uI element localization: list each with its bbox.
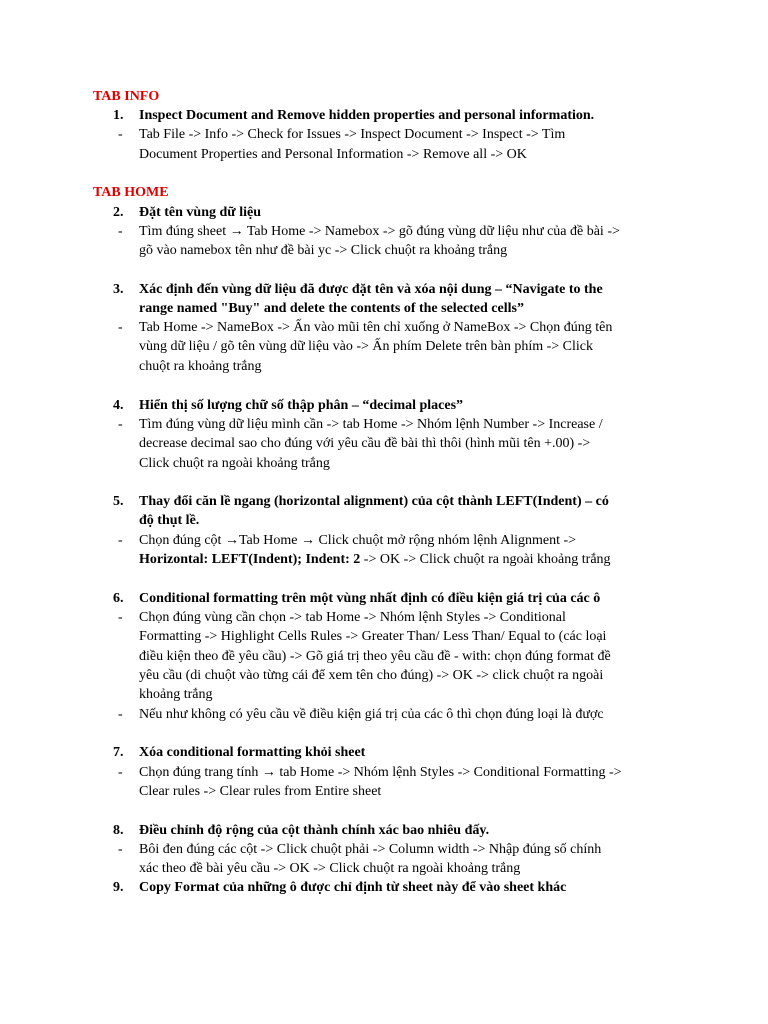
bullet-text [139, 550, 611, 569]
bullet-text: Tab Home -> NameBox -> Ấn vào mũi tên chỉ xuống ở NameBox -> Chọn đúng tên [139, 320, 613, 335]
bullet-text-part: Tìm đúng sheet [139, 224, 227, 239]
bullet-text: Clear rules -> Clear rules from Entire sheet [139, 784, 382, 799]
bullet-text: Tab File -> Info -> Check for Issues -> Inspect Document -> Inspect -> Tìm [139, 127, 566, 142]
item-number: 7. [113, 745, 124, 760]
bullet-text: gõ vào namebox tên như đề bài yc -> Click chuột ra khoảng trắng [139, 243, 508, 258]
bullet-text: Formatting -> Highlight Cells Rules -> Greater Than/ Less Than/ Equal to (các loại [139, 629, 607, 644]
bullet-marker: - [118, 320, 123, 335]
bullet-marker: - [118, 707, 123, 722]
bullet-text: điều kiện theo đề yêu cầu) -> Gõ giá trị theo yêu cầu đề - with: chọn đúng format đề [139, 649, 611, 664]
item-title: Inspect Document and Remove hidden properties and personal information. [139, 108, 595, 123]
item-title: Đặt tên vùng dữ liệu [139, 205, 261, 220]
item-title: Hiển thị số lượng chữ số thập phân – “decimal places” [139, 398, 464, 413]
bullet-marker: - [118, 417, 123, 432]
item-number: 2. [113, 205, 124, 220]
bullet-text: vùng dữ liệu / gõ tên vùng dữ liệu vào -> Ấn phím Delete trên bàn phím -> Click [139, 339, 593, 354]
item-number: 5. [113, 494, 124, 509]
bullet-text: chuột ra khoảng trắng [139, 359, 262, 374]
item-number: 6. [113, 591, 124, 606]
item-title: Thay đổi căn lề ngang (horizontal alignment) của cột thành LEFT(Indent) – có [139, 494, 609, 509]
bullet-text: Document Properties and Personal Information -> Remove all -> OK [139, 147, 527, 162]
bullet-text-part: Tab Home -> Namebox -> gõ đúng vùng dữ liệu như của đề bài -> [246, 224, 620, 239]
bullet-text-part: Tab Home [238, 533, 298, 548]
item-title: độ thụt lề. [139, 513, 200, 528]
bullet-text-bold: Horizontal: LEFT(Indent); Indent: 2 [139, 552, 361, 567]
bullet-marker: - [118, 842, 123, 857]
item-title: Xóa conditional formatting khỏi sheet [139, 745, 366, 760]
bullet-text-part: Chọn đúng trang tính [139, 765, 259, 780]
bullet-text: Nếu như không có yêu cầu về điều kiện giá trị của các ô thì chọn đúng loại là được [139, 707, 604, 722]
item-title: range named "Buy" and delete the contents of the selected cells” [139, 301, 524, 316]
item-title: Conditional formatting trên một vùng nhất định có điều kiện giá trị của các ô [139, 591, 601, 606]
item-number: 3. [113, 282, 124, 297]
bullet-text-part: -> OK -> Click chuột ra ngoài khoảng trắng [363, 552, 611, 567]
bullet-text-part: Click chuột mở rộng nhóm lệnh Alignment -> [318, 533, 577, 548]
bullet-text [139, 763, 622, 782]
item-title: Xác định đến vùng dữ liệu đã được đặt tên và xóa nội dung – “Navigate to the [139, 282, 603, 297]
bullet-text: yêu cầu (di chuột vào từng cái để xem tên cho đúng) -> OK -> click chuột ra ngoài [139, 668, 604, 683]
bullet-text: decrease decimal sao cho đúng với yêu cầu đề bài thì thôi (hình mũi tên +.00) -> [139, 436, 591, 451]
bullet-marker: - [118, 765, 123, 780]
item-title: Điều chỉnh độ rộng của cột thành chính xác bao nhiêu đấy. [139, 823, 490, 838]
section-heading-tab-home: TAB HOME [93, 185, 169, 200]
bullet-marker: - [118, 224, 123, 239]
right-arrow-icon: → [224, 533, 239, 548]
bullet-text-part: tab Home -> Nhóm lệnh Styles -> Conditional Formatting -> [279, 765, 622, 780]
bullet-marker: - [118, 610, 123, 625]
right-arrow-icon: → [229, 224, 244, 239]
right-arrow-icon: → [300, 533, 315, 548]
bullet-text: Tìm đúng vùng dữ liệu mình cần -> tab Home -> Nhóm lệnh Number -> Increase / [139, 417, 603, 432]
bullet-text [139, 531, 576, 550]
bullet-text: Chọn đúng vùng cần chọn -> tab Home -> Nhóm lệnh Styles -> Conditional [139, 610, 566, 625]
item-title: Copy Format của những ô được chỉ định từ sheet này để vào sheet khác [139, 880, 567, 895]
bullet-text-part: Chọn đúng cột [139, 533, 222, 548]
item-number: 8. [113, 823, 124, 838]
item-number: 4. [113, 398, 124, 413]
bullet-text [139, 222, 620, 241]
item-number: 9. [113, 880, 124, 895]
item-number: 1. [113, 108, 124, 123]
bullet-text: Click chuột ra ngoài khoảng trắng [139, 456, 330, 471]
right-arrow-icon: → [261, 765, 276, 780]
section-heading-tab-info: TAB INFO [93, 89, 160, 104]
bullet-text: xác theo đề bài yêu cầu -> OK -> Click chuột ra ngoài khoảng trắng [139, 861, 521, 876]
bullet-text: Bôi đen đúng các cột -> Click chuột phải -> Column width -> Nhập đúng số chính [139, 842, 602, 857]
bullet-text: khoảng trắng [139, 687, 213, 702]
bullet-marker: - [118, 533, 123, 548]
bullet-marker: - [118, 127, 123, 142]
